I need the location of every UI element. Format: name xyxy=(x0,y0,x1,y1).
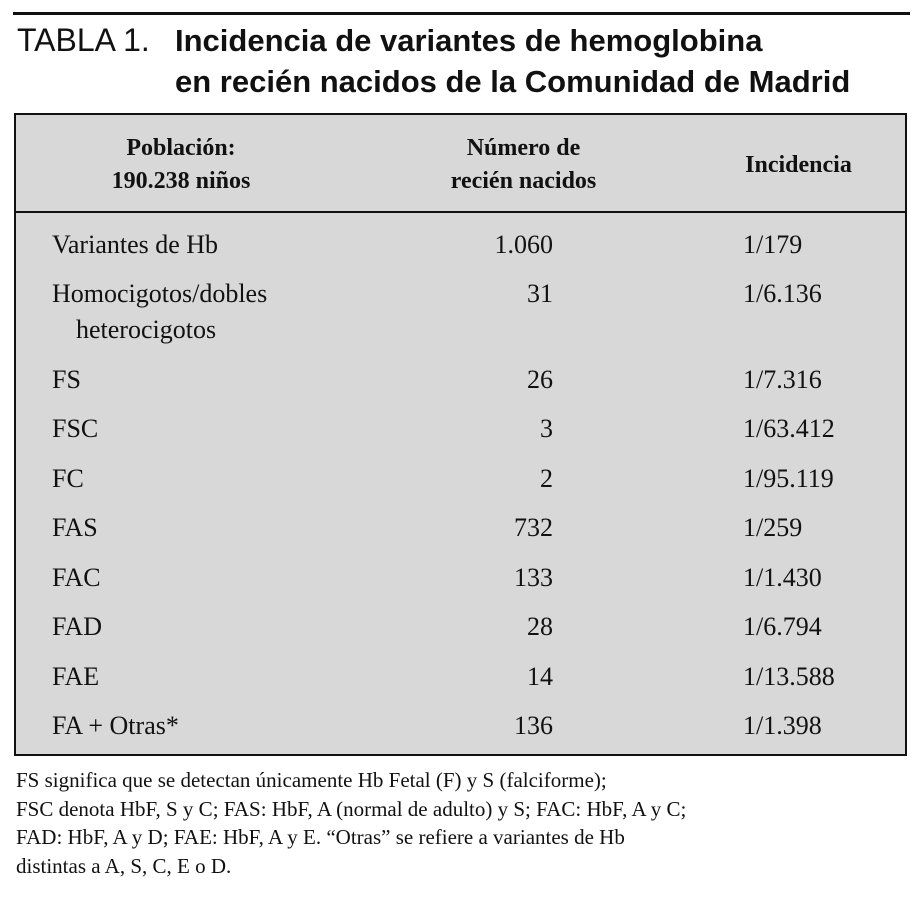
row-incidence: 1/13.588 xyxy=(743,662,835,691)
row-label: Variantes de Hb xyxy=(52,230,219,259)
row-incidence: 1/259 xyxy=(743,513,803,542)
footnote-line: FAD: HbF, A y D; FAE: HbF, A y E. “Otras” se refiere a variantes de Hb xyxy=(16,825,625,849)
row-incidence: 1/6.136 xyxy=(743,279,822,308)
row-label: FAD xyxy=(52,612,103,641)
row-label: FSC xyxy=(52,414,99,443)
row-count: 28 xyxy=(527,612,553,641)
table-footnote xyxy=(16,766,906,880)
row-label: FAS xyxy=(52,513,98,542)
row-count: 14 xyxy=(527,662,553,691)
row-count: 1.060 xyxy=(494,230,553,259)
row-incidence: 1/7.316 xyxy=(743,365,822,394)
data-table xyxy=(14,113,907,756)
row-label: FC xyxy=(52,464,84,493)
footnote-line: FS significa que se detectan únicamente Hb Fetal (F) y S (falciforme); xyxy=(16,768,607,792)
title-text-line-1: Incidencia de variantes de hemoglobina xyxy=(175,23,763,58)
row-label: Homocigotos/dobles heterocigotos xyxy=(52,276,412,348)
row-count: 3 xyxy=(540,414,553,443)
table-header-row xyxy=(16,115,905,213)
row-count: 26 xyxy=(527,365,553,394)
title-line-1 xyxy=(17,22,907,64)
row-incidence: 1/1.398 xyxy=(743,711,822,740)
row-label: FAE xyxy=(52,662,100,691)
top-rule xyxy=(13,12,910,15)
footnote-line: distintas a A, S, C, E o D. xyxy=(16,853,232,878)
row-label: FA + Otras* xyxy=(52,711,179,740)
row-label: FS xyxy=(52,365,81,394)
table-title xyxy=(17,22,907,106)
row-incidence: 1/63.412 xyxy=(743,414,835,443)
row-incidence: 1/6.794 xyxy=(743,612,822,641)
header-population: Población: 190.238 niños xyxy=(111,135,251,194)
row-label-continuation: heterocigotos xyxy=(76,315,217,344)
title-text-line-2: en recién nacidos de la Comunidad de Madrid xyxy=(175,64,851,99)
row-count: 133 xyxy=(514,563,553,592)
row-count: 2 xyxy=(540,464,553,493)
row-incidence: 1/95.119 xyxy=(743,464,834,493)
row-count: 31 xyxy=(527,279,553,308)
row-label: FAC xyxy=(52,563,101,592)
header-newborn-count: Número de recién nacidos xyxy=(450,135,597,194)
row-count: 136 xyxy=(514,711,553,740)
table-number: TABLA 1. xyxy=(17,22,150,58)
header-incidence: Incidencia xyxy=(745,152,852,178)
row-incidence: 1/179 xyxy=(743,230,803,259)
footnote-line: FSC denota HbF, S y C; FAS: HbF, A (normal de adulto) y S; FAC: HbF, A y C; xyxy=(16,796,687,821)
title-line-2 xyxy=(17,64,907,106)
row-count: 732 xyxy=(514,513,553,542)
row-incidence: 1/1.430 xyxy=(743,563,822,592)
